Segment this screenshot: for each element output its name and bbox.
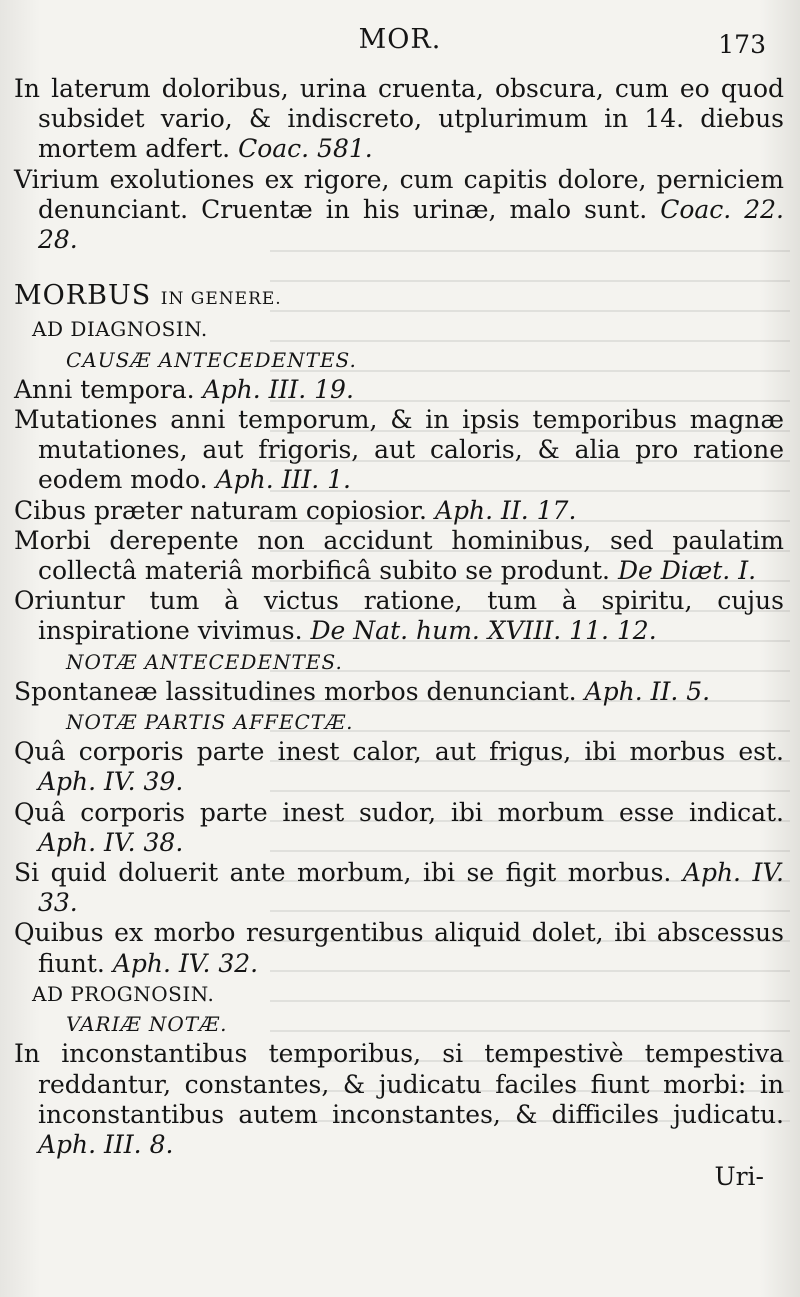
entry (14, 918, 784, 978)
entry (14, 858, 784, 918)
entry (14, 405, 784, 496)
entry-reference: De Diæt. I. (617, 556, 757, 586)
section-title (14, 281, 784, 314)
entry-reference: Aph. II. 5. (584, 676, 711, 706)
entry-reference: Aph. IV. 32. (112, 948, 259, 978)
page-body (14, 74, 784, 1192)
page-number: 173 (718, 30, 766, 59)
entry-reference: Aph. II. 17. (434, 495, 577, 525)
entry-text: Si quid doluerit ante morbum, ibi se figit morbus. (14, 858, 672, 888)
variae-notae-heading: VARIÆ NOTÆ. (66, 1012, 228, 1037)
entry-reference: Coac. 581. (238, 134, 373, 164)
entry-text: Morbi derepente non accidunt hominibus, sed paulatim collectâ materiâ morbificâ subito se produnt. (14, 525, 784, 586)
diagnosis-heading: AD DIAGNOSIN. (32, 317, 208, 342)
entry-text: Quibus ex morbo resurgentibus aliquid dolet, ibi abscessus fiunt. (14, 918, 784, 978)
entry-reference: Aph. III. 8. (38, 1129, 174, 1159)
entry-text: Quâ corporis parte inest sudor, ibi morbum esse indicat. (14, 797, 784, 827)
entry (14, 496, 784, 526)
entry-text: Virium exolutiones ex rigore, cum capitis dolore, perniciem denunciant. Cruentæ in his urinæ, malo sunt. (14, 164, 784, 224)
entry-text: In laterum doloribus, urina cruenta, obscura, cum eo quod subsidet vario, & indiscreto, utplurimum in 14. diebus mortem adfert. (14, 74, 784, 164)
entry-reference: Aph. IV. 38. (38, 827, 184, 857)
entry-reference: Aph. IV. 39. (38, 767, 184, 797)
entry-reference: Aph. IV. 33. (38, 858, 784, 918)
catchword: Uri- (714, 1162, 764, 1192)
entry-text: Anni tempora. (14, 374, 195, 404)
notae-partis-heading: NOTÆ PARTIS AFFECTÆ. (66, 710, 354, 735)
section-title-small: IN GENERE. (160, 289, 282, 310)
entry-text: Mutationes anni temporum, & in ipsis temporibus magnæ mutationes, aut frigoris, aut caloris, & alia pro ratione eodem modo. (14, 405, 784, 495)
entry-text: In inconstantibus temporibus, si tempestivè tempestiva reddantur, constantes, & judicatu faciles fiunt morbi: in inconstantibus autem inconstantes, & difficiles judicatu. (14, 1039, 784, 1129)
entry-reference: Coac. 22. 28. (38, 194, 784, 255)
entry-reference: Aph. III. 1. (215, 465, 352, 495)
page-header (0, 24, 800, 64)
entry-text: Oriuntur tum à victus ratione, tum à spiritu, cujus inspiratione vivimus. (14, 586, 784, 646)
entry (14, 586, 784, 646)
entry-text: Cibus præter naturam copiosior. (14, 495, 427, 525)
notae-antecedentes-heading: NOTÆ ANTECEDENTES. (66, 649, 343, 674)
entry-reference: De Nat. hum. XVIII. 11. 12. (310, 616, 657, 646)
entry (14, 526, 784, 586)
section-title-main: MORBUS (14, 280, 152, 312)
prognosis-heading: AD PROGNOSIN. (32, 981, 215, 1006)
entry-reference: Aph. III. 19. (202, 374, 354, 404)
entry (14, 677, 784, 707)
entry (14, 737, 784, 797)
entry-text: Spontaneæ lassitudines morbos denunciant. (14, 676, 577, 706)
causae-heading: CAUSÆ ANTECEDENTES. (66, 347, 357, 372)
entry (14, 165, 784, 256)
entry (14, 1039, 784, 1160)
entry (14, 74, 784, 165)
entry (14, 375, 784, 405)
running-title: MOR. (358, 24, 442, 55)
entry (14, 798, 784, 858)
entry-text: Quâ corporis parte inest calor, aut frigus, ibi morbus est. (14, 737, 784, 767)
